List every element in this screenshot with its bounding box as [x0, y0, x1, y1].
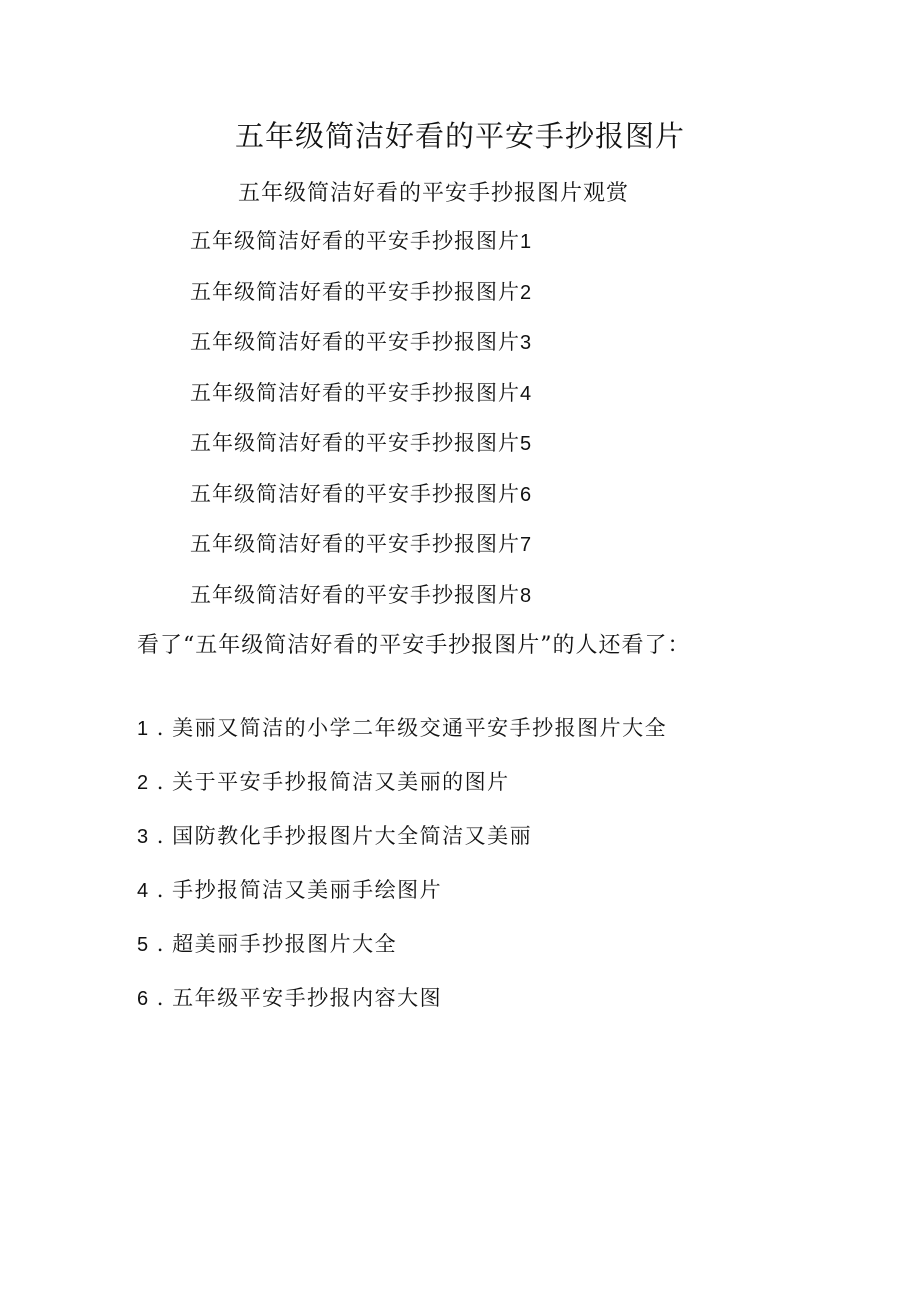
related-item-index: 1	[137, 718, 149, 740]
related-item-index: 6	[137, 988, 149, 1010]
picture-item-text: 五年级简洁好看的平安手抄报图片	[190, 380, 520, 405]
picture-item-number: 3	[520, 332, 532, 354]
picture-list-item	[190, 580, 531, 631]
picture-item-text: 五年级简洁好看的平安手抄报图片	[190, 532, 520, 556]
related-item-link[interactable]: 美丽又简洁的小学二年级交通平安手抄报图片大全	[172, 716, 668, 740]
picture-item-text: 五年级简洁好看的平安手抄报图片	[190, 481, 520, 506]
picture-item-number: 4	[520, 382, 532, 405]
picture-item-text: 五年级简洁好看的平安手抄报图片	[190, 279, 520, 304]
related-item-link[interactable]: 五年级平安手抄报内容大图	[172, 986, 443, 1010]
related-item-index: 2	[137, 772, 149, 794]
picture-list-item	[190, 428, 531, 479]
picture-item-number: 2	[520, 281, 532, 304]
picture-list-item	[190, 529, 531, 580]
picture-list	[190, 226, 531, 630]
picture-item-number: 7	[520, 534, 532, 556]
picture-list-item	[190, 378, 531, 429]
related-item-link[interactable]: 关于平安手抄报简洁又美丽的图片	[172, 770, 510, 794]
related-heading: 看了“五年级简洁好看的平安手抄报图片”的人还看了：	[137, 633, 691, 658]
picture-list-item	[190, 327, 531, 378]
related-item-link[interactable]: 手抄报简洁又美丽手绘图片	[172, 878, 443, 902]
related-item-separator: .	[156, 932, 164, 956]
related-list-item[interactable]	[137, 820, 667, 874]
related-list	[137, 712, 667, 1036]
related-list-item[interactable]	[137, 712, 667, 766]
page-subtitle: 五年级简洁好看的平安手抄报图片观赏	[238, 181, 630, 206]
picture-item-number: 1	[520, 231, 532, 253]
picture-list-item	[190, 277, 531, 328]
related-list-item[interactable]	[137, 928, 667, 982]
related-item-separator: .	[156, 770, 164, 794]
related-item-separator: .	[156, 986, 164, 1010]
picture-item-text: 五年级简洁好看的平安手抄报图片	[190, 582, 520, 607]
related-item-separator: .	[156, 878, 164, 902]
picture-item-number: 8	[520, 584, 532, 607]
picture-item-number: 5	[520, 433, 532, 455]
picture-item-text: 五年级简洁好看的平安手抄报图片	[190, 431, 520, 455]
picture-list-item	[190, 479, 531, 530]
related-item-index: 4	[137, 880, 149, 902]
picture-item-text: 五年级简洁好看的平安手抄报图片	[190, 229, 520, 253]
picture-list-item	[190, 226, 531, 277]
page-title: 五年级简洁好看的平安手抄报图片	[234, 119, 685, 153]
related-item-index: 3	[137, 826, 149, 848]
picture-item-text: 五年级简洁好看的平安手抄报图片	[190, 330, 520, 354]
related-list-item[interactable]	[137, 982, 667, 1036]
related-item-separator: .	[156, 716, 164, 740]
related-list-item[interactable]	[137, 766, 667, 820]
related-item-separator: .	[156, 824, 164, 848]
related-item-link[interactable]: 超美丽手抄报图片大全	[172, 932, 398, 956]
related-item-link[interactable]: 国防教化手抄报图片大全简洁又美丽	[172, 824, 533, 848]
picture-item-number: 6	[520, 483, 532, 506]
related-item-index: 5	[137, 934, 149, 956]
related-list-item[interactable]	[137, 874, 667, 928]
